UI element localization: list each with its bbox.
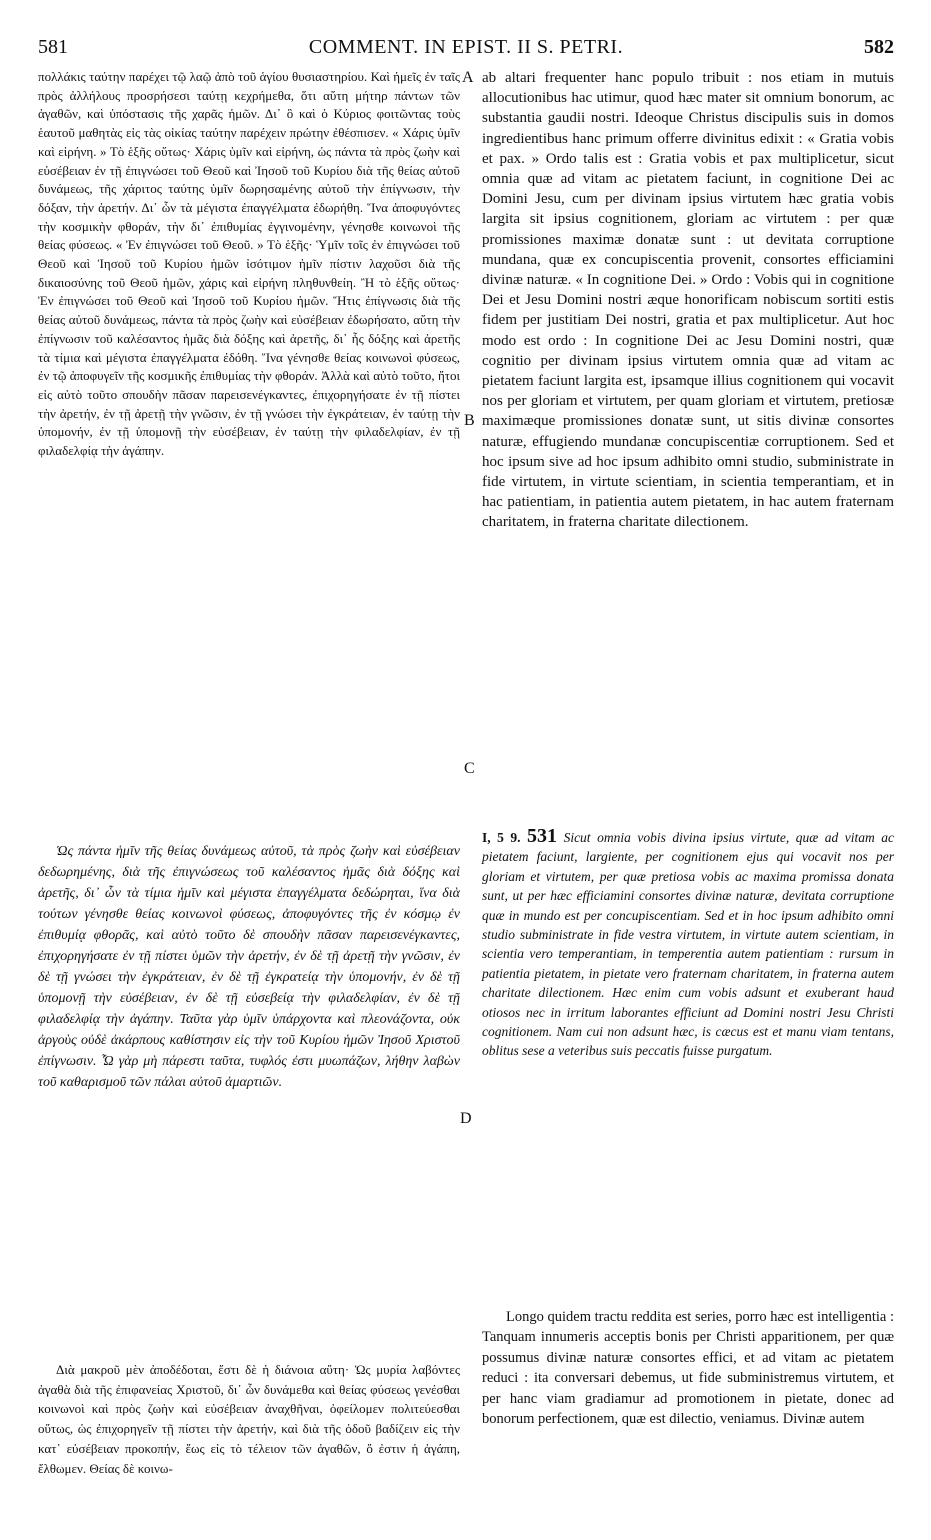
running-header [38, 36, 894, 64]
margin-marker-c: C [464, 760, 475, 777]
verse-reference: I, 5 9. [482, 830, 521, 845]
latin-exposition-text: Longo quidem tractu reddita est series, porro hæc est intelligentia : Tanquam innumeris acceptis bonis per Christi apparitionem, per quæ possumus divinæ naturæ consortes effici, et ad vitam ac pietatem reduci : ita conversari debemus, ut fide subministremus virtutem, et per hanc viam gradiamur ad promotionem in pietate, donec ad bonorum perfectionem, quæ est dilectio, veniamus. Divinæ autem [482, 1309, 894, 1428]
latin-scripture-block [482, 827, 894, 1061]
greek-exposition-paragraph [38, 1360, 460, 1478]
greek-commentary-text: πολλάκις ταύτην παρέχει τῷ λαῷ ἀπὸ τοῦ ἁγίου θυσιαστηρίου. Καὶ ἡμεῖς ἐν ταῖς πρὸς ἀλλήλους προσρήσεσι ταύτῃ κεχρήμεθα, ὅτι αὕτη μήτηρ πάντων τῶν ἀγαθῶν, καὶ ὑπόστασις τῆς χαρᾶς ἡμῶν. Δι᾽ ὃ καὶ ὁ Κύριος φοιτῶντας τοὺς ἑαυτοῦ μαθητὰς εἰς τὰς οἰκίας ταύτην παρέχειν πρώτην ἐθέσπισεν. « Χάρις ὑμῖν καὶ εἰρήνη. » Τὸ ἑξῆς οὕτως· Χάρις ὑμῖν καὶ εἰρήνη, ὡς πάντα τὰ πρὸς ζωὴν καὶ εὐσέβειαν ἐν τῇ ἐπιγνώσει τοῦ Θεοῦ καὶ Ἰησοῦ τοῦ Κυρίου διὰ τῆς θείας αὐτοῦ δυνάμεως, τῆς χάριτος ταύτης ὑμῖν δωρησαμένης αὐτοῦ τὴν ἐπίγνωσιν, τὴν δόξαν, τὴν ἀρετήν. Δι᾽ ὧν τὰ μέγιστα ἐπαγγέλματα ἐδωρήθη. Ἵνα ἀποφυγόντες τὴν κοσμικὴν φθοράν, τὴν δι᾽ ἐπιθυμίας ἐγγινομένην, γένησθε κοινωνοὶ τῆς θείας φύσεως. « Ἐν ἐπιγνώσει τοῦ Θεοῦ. » Τὸ ἑξῆς· Ὑμῖν τοῖς ἐν ἐπιγνώσει τοῦ Θεοῦ καὶ Ἰησοῦ τοῦ Κυρίου ἡμῶν ἰσότιμον ἡμῖν πίστιν λαχοῦσι διὰ τῆς δικαιοσύνης τοῦ Θεοῦ ἡμῶν, χάρις καὶ εἰρήνη πληθυνθείη. Ἢ τὸ ἑξῆς οὕτως· Ἐν ἐπιγνώσει τοῦ Θεοῦ καὶ Ἰησοῦ τοῦ Κυρίου ἡμῶν. Ἥτις ἐπίγνωσις διὰ τῆς θείας αὐτοῦ δυνάμεως, πάντα τὰ πρὸς ζωὴν καὶ εὐσέβειαν ἐδωρήσατο, αὕτη τὴν ἐπίγνωσιν τοῦ καλέσαντος ἡμᾶς διὰ δόξης καὶ ἀρετῆς, δι᾽ ἧς δόξης καὶ ἀρετῆς τὰ τίμια καὶ μέγιστα ἐπαγγέλματα ἐδόθη. Ἵνα γένησθε θείας κοινωνοὶ φύσεως, ἐν τῷ ἀποφυγεῖν τῆς κοσμικῆς ἐπιθυμίας τὴν φθοράν. Ἀλλὰ καὶ αὐτὸ τοῦτο, ἤτοι εἰς αὐτὸ τοῦτο σπουδὴν πᾶσαν παρεισενέγκαντες, ἐπιχορηγήσατε ἐν τῇ πίστει τὴν ἀρετήν, ἐν τῇ ἀρετῇ τὴν γνῶσιν, ἐν τῇ γνώσει τὴν ἐγκράτειαν, ἐν ταύτῃ τὴν ὑπομονήν, ἐν τῇ ὑπομονῇ τὴν εὐσέβειαν, ἐν ταύτῃ τὴν φιλαδελφίαν, ἐν τῇ φιλαδελφίᾳ τὴν ἀγάπην. [38, 69, 460, 459]
margin-marker-a: A [462, 69, 474, 86]
greek-scripture-text: Ὡς πάντα ἡμῖν τῆς θείας δυνάμεως αὐτοῦ, τὰ πρὸς ζωὴν καὶ εὐσέβειαν δεδωρημένης, διὰ τῆς ἐπιγνώσεως τοῦ καλέσαντος ἡμᾶς διὰ δόξης καὶ ἀρετῆς, δι᾽ ὧν τὰ τίμια ἡμῖν καὶ μέγιστα ἐπαγγέλματα δεδώρηται, ἵνα διὰ τούτων γένησθε θείας κοινωνοὶ φύσεως, ἀποφυγόντες τῆς ἐν κόσμῳ ἐν ἐπιθυμίᾳ φθορᾶς, καὶ αὐτὸ τοῦτο δὲ σπουδὴν πᾶσαν παρεισενέγκαντες, ἐπιχορηγήσατε ἐν τῇ πίστει ὑμῶν τὴν ἀρετήν, ἐν δὲ τῇ ἀρετῇ τὴν γνῶσιν, ἐν δὲ τῇ γνώσει τὴν ἐγκράτειαν, ἐν δὲ τῇ ἐγκρατείᾳ τὴν ὑπομονήν, ἐν δὲ τῇ ὑπομονῇ τὴν εὐσέβειαν, ἐν δὲ τῇ εὐσεβείᾳ τὴν φιλαδελφίαν, ἐν δὲ τῇ φιλαδελφίᾳ τὴν ἀγάπην. Ταῦτα γὰρ ὑμῖν ὑπάρχοντα καὶ πλεονάζοντα, οὐκ ἀργοὺς οὐδὲ ἀκάρπους καθίστησιν εἰς τὴν τοῦ Κυρίου ἡμῶν Ἰησοῦ Χριστοῦ ἐπίγνωσιν. Ὧ γὰρ μὴ πάρεστι ταῦτα, τυφλός ἐστι μυωπάζων, λήθην λαβὼν τοῦ καθαρισμοῦ τῶν πάλαι αὐτοῦ ἁμαρτιῶν. [38, 844, 460, 1090]
margin-marker-b: B [464, 412, 475, 429]
page-number-right: 582 [864, 36, 894, 58]
latin-exposition-paragraph [482, 1307, 894, 1429]
latin-scripture-text: Sicut omnia vobis divina ipsius virtute, quæ ad vitam ac pietatem faciunt, largiente, per cognitionem ejus qui vocavit nos per gloriam et virtutem, per quæ pretiosa vobis ac maxima promissa donata sunt, ut per hæc efficiamini consortes divinæ naturæ, devitata corruptione quæ in mundo est per concupiscentiam. Sed et in hoc ipsum adhibito omni studio subministrate in fide vestra virtutem, in virtute autem scientiam, in scientia vero temperantiam, in temperentia autem patientiam : rursum in patientia pietatem, in pietate vero fraternam charitatem, in fraterna autem charitate dilectionem. Hæc enim cum vobis adsunt et exuberant haud otiosos nec in irritum laborantes efficiunt ad Domini nostri Jesu Christi cognitionem. Nam cui non adsunt hæc, is cæcus est et manu viam tentans, oblitus sese a veteribus suis peccatis fuisse purgatum. [482, 830, 894, 1059]
running-title: COMMENT. IN EPIST. II S. PETRI. [308, 36, 624, 58]
latin-commentary-text: ab altari frequenter hanc populo tribuit : nos etiam in mutuis allocutionibus hac utimur, quod hæc mater sit omnium bonorum, ac substantia gaudii nostri. Ideoque Christus discipulis suis in domos ingredientibus hanc primum offerre divinitus edixit : « Gratia vobis et pax. » Ordo talis est : Gratia vobis et pax multiplicetur, sicut omnia quæ ad vitam ac pietatem faciunt, in cognitione Dei ac Domini Jesu, cum per divinam ipsius virtutem hæc gratia vobis largita sit ipsius cognitionem, gloriam ac virtutem : per quæ promissiones maximæ donatæ sunt : ut devitata corruptione mundana, quæ ex concupiscentia provenit, consortes efficiamini divinæ naturæ. « In cognitione Dei. » Ordo : Vobis qui in cognitione Dei et Jesu Domini nostri æque honorificam nobiscum sortiti estis fidem per justitiam Dei nostri, gratia et pax multiplicetur. Aut hoc modo est ordo : In cognitione Dei ac Jesu Domini nostri, quæ cognitio per divinam ipsius virtutem omnia quæ ad vitam ac pietatem faciunt largita est, ipsamque illius cognitionem qui vocavit nos per gloriam et virtutem, per quam gloriam et virtutem, pretiosæ maximæque promissiones donatæ sunt, ut sitis divinæ consortes naturæ, effugiendo mundanæ concupiscentiæ corruptionem. Sed et hoc ipsum sive ad hoc ipsum adhibito omni studio, subministrate in fide virtutem, in virtute scientiam, in scientia temperantiam, et in hac patientiam, in patientia autem pietatem, in hac autem fraternam charitatem, in fraterna charitate dilectionem. [482, 70, 894, 531]
margin-marker-d: D [460, 1110, 472, 1127]
latin-commentary-column [482, 68, 894, 533]
page-number-left: 581 [38, 36, 68, 58]
greek-scripture-block [38, 827, 460, 1107]
greek-exposition-text: Διὰ μακροῦ μὲν ἀποδέδοται, ἔστι δὲ ἡ διάνοια αὕτη· Ὡς μυρία λαβόντες ἀγαθὰ διὰ τῆς ἐπιφανείας Χριστοῦ, δι᾽ ὧν δυνάμεθα καὶ θείας φύσεως γενέσθαι κοινωνοὶ καὶ πρὸς ζωὴν καὶ εὐσέβειαν ἀναχθῆναι, ὀφείλομεν πολιτεύεσθαι οὕτως, ὡς ἐπιχορηγεῖν τῇ πίστει τὴν ἀρετήν, καὶ διὰ τῆς ὁδοῦ βαδίζειν εἰς τὴν κατ᾽ εὐσέβειαν προκοπήν, ἕως εἰς τὸ τέλειον τῶν ἀγαθῶν, ὅ ἐστιν ἡ ἀγάπη, ἔλθωμεν. Θείας δὲ κοινω- [38, 1362, 460, 1476]
column-number: 531 [527, 825, 558, 847]
greek-commentary-column [38, 68, 460, 461]
